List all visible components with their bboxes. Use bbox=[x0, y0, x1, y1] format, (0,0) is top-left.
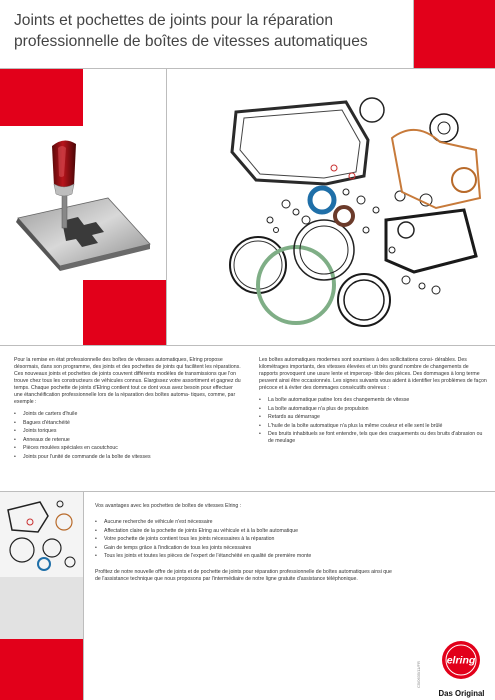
gasket-set-icon bbox=[196, 80, 486, 342]
elring-logo-icon bbox=[428, 638, 495, 682]
advantages-closing: Profitez de notre nouvelle offre de joints et de pochette de joints pour réparation professionnelle de boîtes automatiques ainsi que de l'assistance technique que nous proposons par l'intermédiaire de notre ligne gratuite d'assistance téléphonique. bbox=[95, 569, 392, 582]
page-title bbox=[14, 10, 414, 52]
list-item: • La boîte automatique n'a plus de propulsion bbox=[259, 406, 487, 413]
list-item: • Gain de temps grâce à l'indication de tous les joints nécessaires bbox=[95, 545, 415, 552]
list-item: • Joints pour l'unité de commande de la boîte de vitesses bbox=[14, 454, 242, 461]
list-item: • Joints toriques bbox=[14, 428, 242, 435]
advantages-section bbox=[95, 503, 415, 588]
left-red-block-bottom bbox=[83, 280, 166, 345]
list-item: • Tous les joints et toutes les pièces de l'expert de l'étanchéité en qualité de première monte bbox=[95, 553, 415, 560]
list-item: • Aucune recherche de véhicule n'est nécessaire bbox=[95, 519, 415, 526]
page-title-line-2: professionnelle de boîtes de vitesses automatiques bbox=[14, 33, 368, 50]
list-item: • Affectation claire de la pochette de joints Elring au véhicule et à la boîte automatique bbox=[95, 528, 415, 535]
list-item: • Bagues d'étanchéité bbox=[14, 420, 242, 427]
list-item: • Joints de carters d'huile bbox=[14, 411, 242, 418]
left-column bbox=[14, 357, 242, 462]
elring-logo-wordmark: elring bbox=[446, 654, 476, 667]
list-item: • Pièces moulées spéciales en caoutchouc bbox=[14, 445, 242, 452]
gear-lever-image bbox=[0, 126, 166, 280]
advantages-intro: Vos avantages avec les pochettes de boîtes de vitesses Elring : bbox=[95, 503, 242, 509]
right-column-intro: Les boîtes automatiques modernes sont soumises à des sollicitations consi- dérables. Des kilométrages importants, des vitesses élevées et un très grand nombre de changements de rapports provoquent une usure lente et impercep- tible des pièces. Des dommages à long terme peuvent ainsi être occasionnés. Les signes suivants vous aident à identifier les problèmes de façon précoce et à éviter des dommages consécutifs onéreux : bbox=[259, 357, 487, 391]
left-grey-block bbox=[0, 577, 83, 639]
symptom-list bbox=[259, 397, 487, 445]
left-red-block-top bbox=[0, 69, 83, 126]
gasket-pouch-icon bbox=[0, 492, 83, 577]
gasket-set-image bbox=[196, 80, 486, 342]
seal-type-list bbox=[14, 411, 242, 461]
grid-line-bottom-vertical bbox=[83, 491, 84, 700]
grid-line-right-vertical bbox=[413, 0, 414, 68]
list-item: • Retards au démarrage bbox=[259, 414, 487, 421]
list-item: • Anneaux de retenue bbox=[14, 437, 242, 444]
grid-line-middle bbox=[0, 345, 495, 346]
right-column bbox=[259, 357, 487, 447]
page-title-line-1: Joints et pochettes de joints pour la réparation bbox=[14, 12, 334, 29]
elring-logo bbox=[428, 638, 495, 700]
list-item: • Votre pochette de joints contient tous les joints nécessaires à la réparation bbox=[95, 536, 415, 543]
list-item: • L'huile de la boîte automatique n'a plus la même couleur et elle sent le brûlé bbox=[259, 423, 487, 430]
grid-line-left-vertical bbox=[166, 68, 167, 345]
gasket-pouch-thumbnail bbox=[0, 492, 83, 577]
list-item: • La boîte automatique patine lors des changements de vitesse bbox=[259, 397, 487, 404]
top-right-red-block bbox=[414, 0, 495, 68]
advantages-list bbox=[95, 519, 415, 560]
left-red-block-footer bbox=[0, 639, 83, 700]
gear-lever-icon bbox=[0, 126, 166, 280]
list-item: • Des bruits inhabituels se font entendre, tels que des craquements ou des bruits d'abrasion ou de meulage bbox=[259, 431, 487, 445]
left-column-intro: Pour la remise en état professionnelle des boîtes de vitesses automatiques, Elring propose désormais, dans son programme, des joints et des pochettes de joints qui facilitent les réparations. Ces nouveaux joints et pochettes de joints couvrent différents modèles de transmissions que l'on trouve chez tous les constructeurs de véhicules connus. Élargissez votre assortiment et gagnez du temps. Chaque pochette de joints d'Elring contient tout ce dont vous avez besoin pour effectuer une étanchéification professionnelle lors de la réparation des boîtes automa- tiques, comme, par exemple : bbox=[14, 357, 241, 405]
document-code: C5/0635/11/FR bbox=[416, 661, 421, 688]
brand-tagline: Das Original bbox=[438, 689, 485, 698]
